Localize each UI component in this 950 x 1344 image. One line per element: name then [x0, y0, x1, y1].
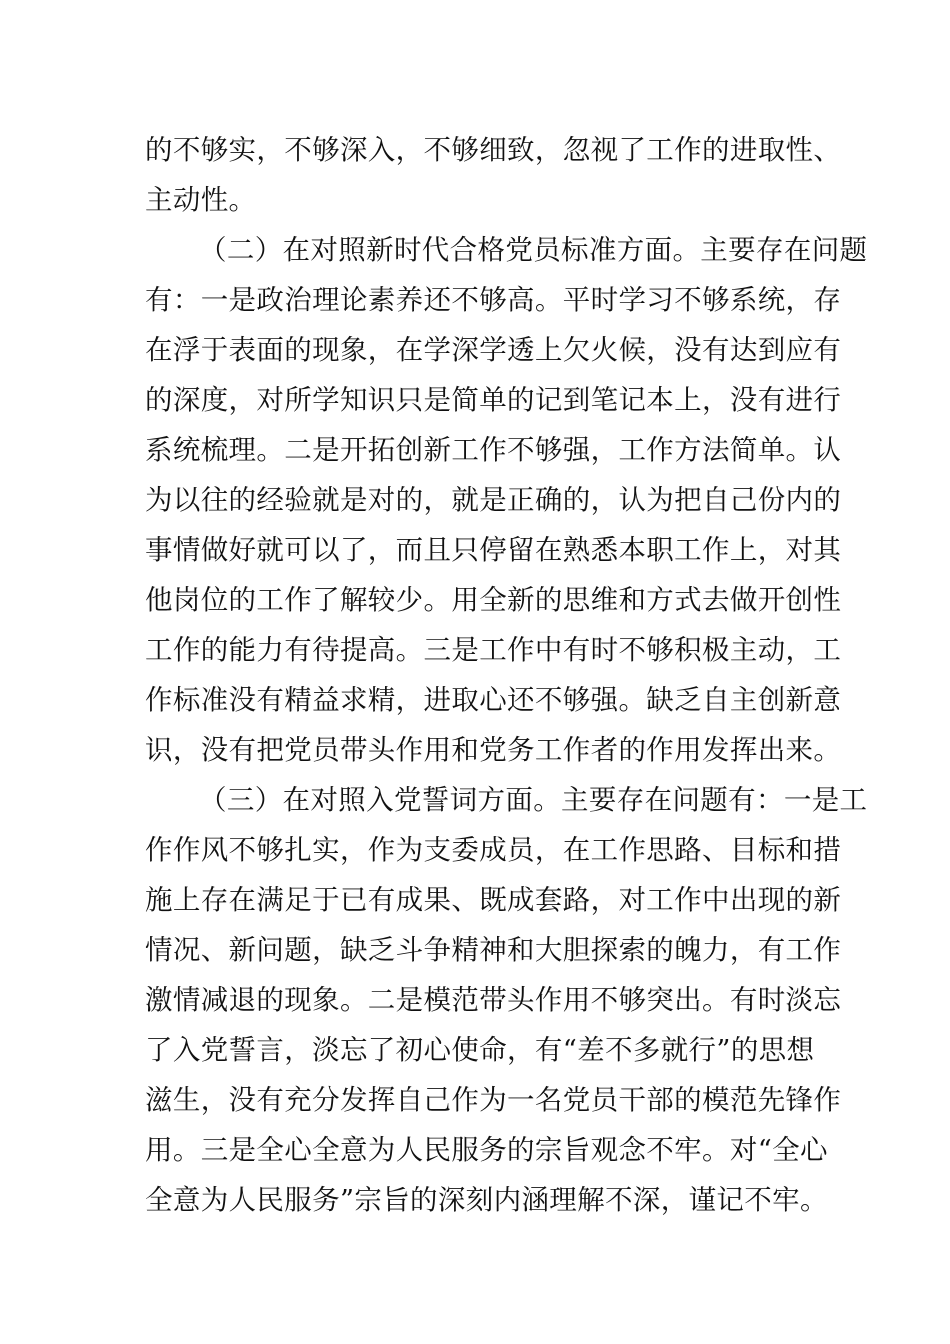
- text-line: 在浮于表面的现象，在学深学透上欠火候，没有达到应有: [145, 334, 842, 366]
- text-line: 施上存在满足于已有成果、既成套路，对工作中出现的新: [145, 884, 842, 916]
- text-line: 全意为人民服务”宗旨的深刻内涵理解不深，谨记不牢。: [145, 1184, 828, 1216]
- text-line: 主动性。: [145, 184, 257, 216]
- text-line: 情况、新问题，缺乏斗争精神和大胆探索的魄力，有工作: [145, 934, 842, 966]
- text-line: 了入党誓言，淡忘了初心使命，有“差不多就行”的思想: [145, 1034, 815, 1066]
- text-line: 用。三是全心全意为人民服务的宗旨观念不牢。对“全心: [145, 1134, 828, 1166]
- text-line: 有：一是政治理论素养还不够高。平时学习不够系统，存: [145, 284, 842, 316]
- text-line: 作标准没有精益求精，进取心还不够强。缺乏自主创新意: [145, 684, 842, 716]
- text-line: 事情做好就可以了，而且只停留在熟悉本职工作上，对其: [145, 534, 842, 566]
- text-line: 识，没有把党员带头作用和党务工作者的作用发挥出来。: [145, 734, 842, 766]
- text-line: 的不够实，不够深入，不够细致，忽视了工作的进取性、: [145, 134, 842, 166]
- text-line: 系统梳理。二是开拓创新工作不够强，工作方法简单。认: [145, 434, 842, 466]
- text-line: 作作风不够扎实，作为支委成员，在工作思路、目标和措: [145, 834, 842, 866]
- text-line: 他岗位的工作了解较少。用全新的思维和方式去做开创性: [145, 584, 842, 616]
- paragraph-start-line: （二）在对照新时代合格党员标准方面。主要存在问题: [199, 234, 868, 266]
- text-line: 为以往的经验就是对的，就是正确的，认为把自己份内的: [145, 484, 842, 516]
- text-line: 滋生，没有充分发挥自己作为一名党员干部的模范先锋作: [145, 1084, 842, 1116]
- text-line: 激情减退的现象。二是模范带头作用不够突出。有时淡忘: [145, 984, 842, 1016]
- text-line: 工作的能力有待提高。三是工作中有时不够积极主动，工: [145, 634, 842, 666]
- paragraph-start-line: （三）在对照入党誓词方面。主要存在问题有：一是工: [199, 784, 868, 816]
- text-line: 的深度，对所学知识只是简单的记到笔记本上，没有进行: [145, 384, 842, 416]
